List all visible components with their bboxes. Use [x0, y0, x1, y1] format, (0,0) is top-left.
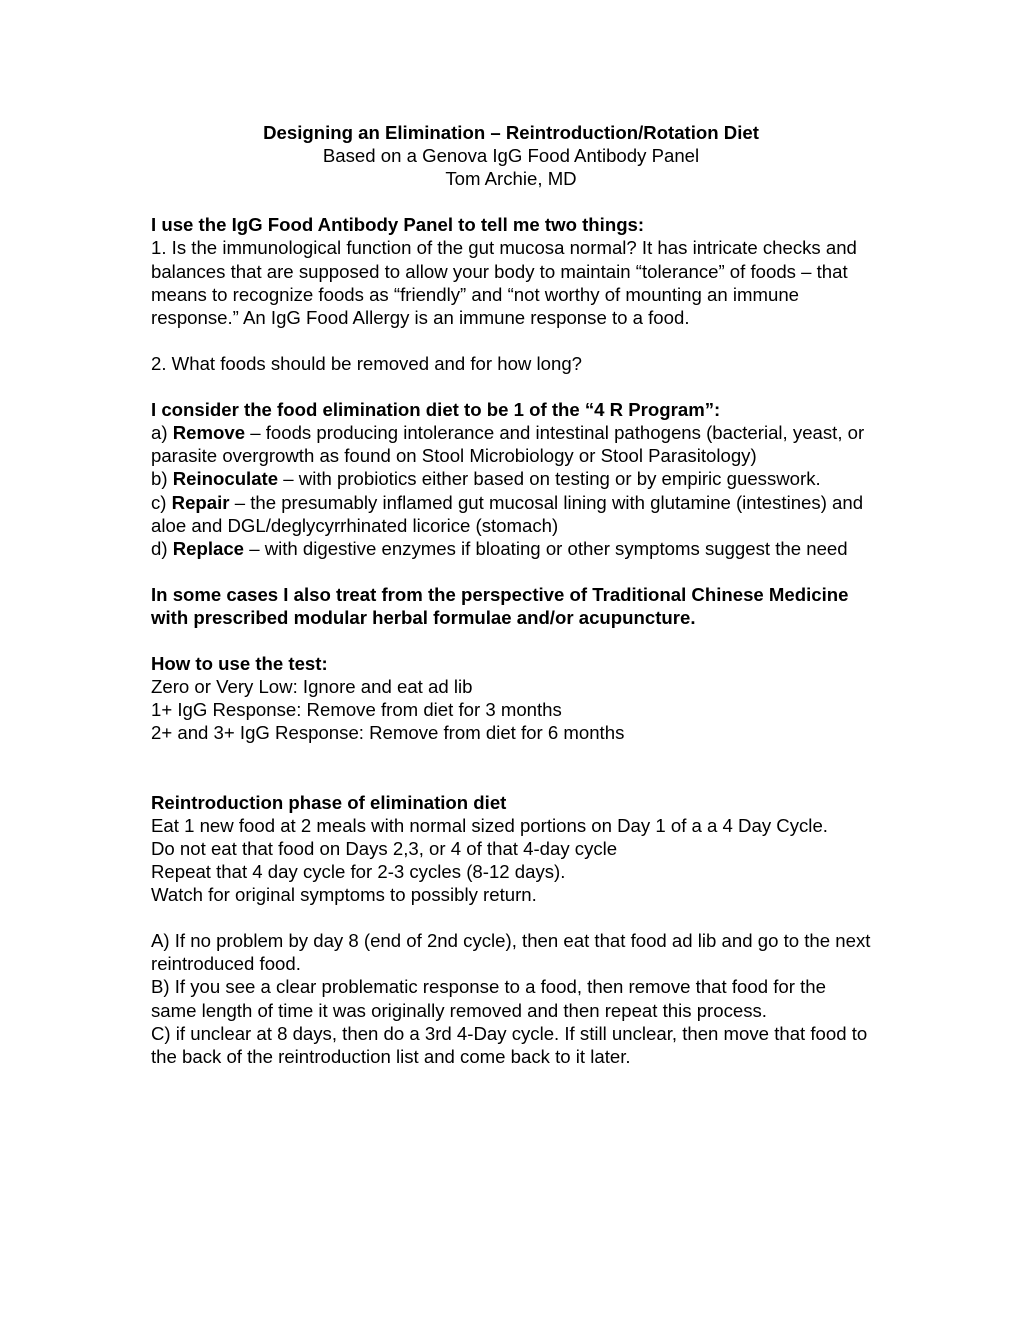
section-heading-purpose: I use the IgG Food Antibody Panel to tell me two things:	[151, 214, 645, 236]
document-author: Tom Archie, MD	[445, 168, 577, 190]
4r-item-repair: c) Repair – the presumably inflamed gut mucosal lining with glutamine (intestines) and aloe and DGL/deglycyrrhinated licorice (stomach)	[151, 491, 864, 536]
document-subtitle: Based on a Genova IgG Food Antibody Panel	[322, 145, 700, 167]
outcome-c: C) if unclear at 8 days, then do a 3rd 4-Day cycle. If still unclear, then move that food to the back of the reintroduction list and come back to it later.	[151, 1022, 868, 1067]
outcome-a: A) If no problem by day 8 (end of 2nd cycle), then eat that food ad lib and go to the next reintroduced food.	[151, 930, 871, 975]
purpose-point-1: 1. Is the immunological function of the gut mucosa normal? It has intricate checks and balances that are supposed to allow your body to maintain “tolerance” of foods – that means to recognize foods as “friendly” and “not worthy of mounting an immune response.” An IgG Food Allergy is an immune response to a food.	[151, 237, 857, 328]
section-heading-how-to-use: How to use the test:	[151, 653, 328, 675]
reintroduction-line: Do not eat that food on Days 2,3, or 4 of that 4-day cycle	[151, 837, 618, 859]
reintroduction-line: Eat 1 new food at 2 meals with normal sized portions on Day 1 of a a 4 Day Cycle.	[151, 814, 828, 836]
reintroduction-line: Repeat that 4 day cycle for 2-3 cycles (8-12 days).	[151, 861, 566, 882]
term-remove: Remove	[172, 422, 246, 444]
outcome-b: B) If you see a clear problematic response to a food, then remove that food for the same length of time it was originally removed and then repeat this process.	[151, 976, 826, 1021]
how-to-use-line: 2+ and 3+ IgG Response: Remove from diet for 6 months	[151, 722, 625, 744]
document-title: Designing an Elimination – Reintroduction/Rotation Diet	[263, 122, 759, 143]
4r-item-replace: d) Replace – with digestive enzymes if bloating or other symptoms suggest the need	[151, 537, 848, 559]
tcm-statement: In some cases I also treat from the perspective of Traditional Chinese Medicine with prescribed modular herbal formulae and/or acupuncture.	[151, 583, 849, 628]
how-to-use-line: Zero or Very Low: Ignore and eat ad lib	[151, 676, 473, 698]
section-heading-reintroduction: Reintroduction phase of elimination diet	[151, 791, 507, 813]
term-replace: Replace	[172, 537, 245, 559]
how-to-use-line: 1+ IgG Response: Remove from diet for 3 months	[151, 699, 562, 721]
term-repair: Repair	[171, 491, 230, 513]
document-page	[151, 121, 871, 1068]
4r-item-remove: a) Remove – foods producing intolerance and intestinal pathogens (bacterial, yeast, or parasite overgrowth as found on Stool Microbiology or Stool Parasitology)	[151, 422, 865, 467]
reintroduction-line: Watch for original symptoms to possibly return.	[151, 884, 537, 906]
4r-item-reinoculate: b) Reinoculate – with probiotics either based on testing or by empiric guesswork.	[151, 468, 821, 490]
term-reinoculate: Reinoculate	[172, 468, 279, 490]
purpose-point-2: 2. What foods should be removed and for how long?	[151, 352, 583, 374]
section-heading-4r-program: I consider the food elimination diet to be 1 of the “4 R Program”:	[151, 399, 721, 421]
